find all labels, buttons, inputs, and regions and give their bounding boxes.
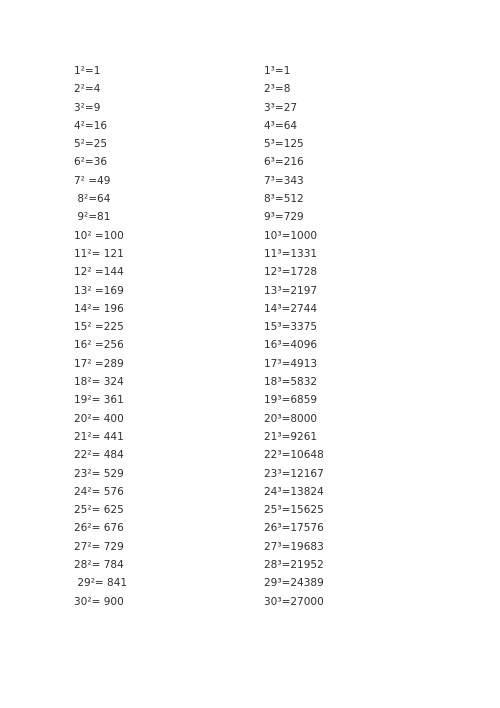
cube-entry: 6³=216 — [264, 156, 304, 169]
cube-entry: 25³=15625 — [264, 504, 324, 517]
cubes-column — [264, 62, 324, 611]
cube-entry: 9³=729 — [264, 211, 304, 224]
cube-entry: 15³=3375 — [264, 321, 318, 334]
cube-entry: 5³=125 — [264, 138, 304, 151]
cube-entry: 30³=27000 — [264, 595, 324, 608]
square-entry: 9²=81 — [74, 211, 111, 224]
square-entry: 20²= 400 — [74, 412, 124, 425]
square-entry: 4²=16 — [74, 119, 108, 132]
cube-entry: 7³=343 — [264, 174, 304, 187]
square-entry: 19²= 361 — [74, 394, 124, 407]
square-entry: 22²= 484 — [74, 449, 124, 462]
square-entry: 8²=64 — [74, 193, 111, 206]
square-entry: 27²= 729 — [74, 540, 124, 553]
square-entry: 10² =100 — [74, 229, 124, 242]
cube-entry: 2³=8 — [264, 83, 291, 96]
cube-entry: 4³=64 — [264, 119, 298, 132]
cube-entry: 29³=24389 — [264, 577, 324, 590]
square-entry: 16² =256 — [74, 339, 124, 352]
cube-entry: 23³=12167 — [264, 467, 324, 480]
square-entry: 1²=1 — [74, 65, 101, 77]
square-entry: 14²= 196 — [74, 302, 124, 315]
cube-entry: 12³=1728 — [264, 266, 318, 279]
square-entry: 30²= 900 — [74, 595, 124, 608]
square-entry: 25²= 625 — [74, 504, 124, 517]
cube-entry: 11³=1331 — [264, 247, 318, 260]
cube-entry: 10³=1000 — [264, 229, 318, 242]
cube-entry: 21³=9261 — [264, 430, 318, 443]
cube-entry: 24³=13824 — [264, 485, 324, 498]
cube-entry: 17³=4913 — [264, 357, 318, 370]
square-entry: 12² =144 — [74, 266, 124, 279]
square-entry: 3²=9 — [74, 101, 101, 114]
square-entry: 28²= 784 — [74, 559, 124, 572]
square-entry: 26²= 676 — [74, 522, 124, 535]
cube-entry: 19³=6859 — [264, 394, 318, 407]
cube-entry: 18³=5832 — [264, 376, 318, 389]
square-entry: 7² =49 — [74, 174, 111, 187]
square-entry: 17² =289 — [74, 357, 124, 370]
square-entry: 6²=36 — [74, 156, 108, 169]
cube-entry: 16³=4096 — [264, 339, 318, 352]
squares-column — [74, 62, 127, 611]
square-entry: 15² =225 — [74, 321, 124, 334]
square-entry: 5²=25 — [74, 138, 108, 151]
square-entry: 29²= 841 — [74, 577, 128, 590]
square-entry: 24²= 576 — [74, 485, 124, 498]
cube-entry: 20³=8000 — [264, 412, 318, 425]
square-entry: 23²= 529 — [74, 467, 124, 480]
cube-entry: 22³=10648 — [264, 449, 324, 462]
cube-entry: 1³=1 — [264, 65, 291, 77]
cube-entry: 8³=512 — [264, 193, 304, 206]
cube-entry: 26³=17576 — [264, 522, 324, 535]
cube-entry: 27³=19683 — [264, 540, 324, 553]
square-entry: 2²=4 — [74, 83, 101, 96]
cube-entry: 3³=27 — [264, 101, 298, 114]
square-entry: 11²= 121 — [74, 247, 124, 260]
square-entry: 21²= 441 — [74, 430, 124, 443]
cube-entry: 28³=21952 — [264, 559, 324, 572]
square-entry: 13² =169 — [74, 284, 124, 297]
cube-entry: 13³=2197 — [264, 284, 318, 297]
square-entry: 18²= 324 — [74, 376, 124, 389]
cube-entry: 14³=2744 — [264, 302, 318, 315]
